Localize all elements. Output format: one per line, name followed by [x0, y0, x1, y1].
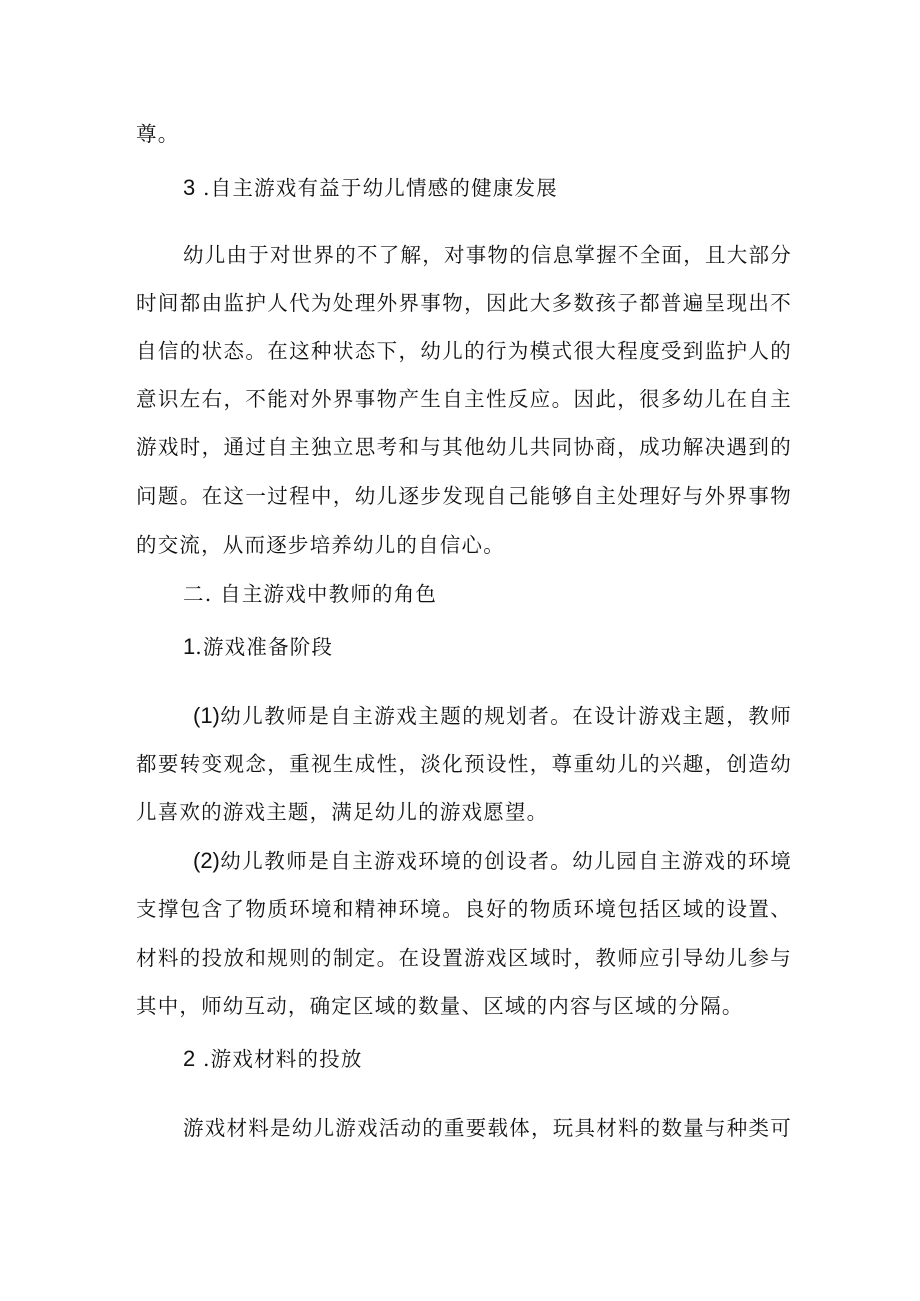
- paragraph-line: [136, 533, 505, 557]
- heading-text: .游戏材料的投放: [195, 1047, 363, 1071]
- paragraph-line: [183, 243, 792, 267]
- paragraph-text: 意识左右，不能对外界事物产生自主性反应。因此，很多幼儿在自主: [136, 387, 792, 411]
- paragraph-text: 幼儿由于对世界的不了解，对事物的信息掌握不全面，且大部分: [183, 243, 792, 267]
- paragraph-line: [136, 387, 792, 411]
- paragraph-text: 都要转变观念，重视生成性，淡化预设性，尊重幼儿的兴趣，创造幼: [136, 752, 792, 776]
- heading-number: 3: [183, 175, 196, 200]
- paragraph-line: [136, 897, 792, 921]
- paragraph-line: [193, 849, 792, 873]
- paragraph-line: [136, 752, 792, 776]
- subheading-3: [183, 176, 558, 200]
- paragraph-line: [136, 946, 792, 970]
- list-number: (1): [193, 703, 220, 728]
- paragraph-line: [136, 994, 744, 1018]
- heading-text: .游戏准备阶段: [195, 635, 334, 659]
- heading-number: 1: [183, 634, 196, 659]
- paragraph-text: 的交流，从而逐步培养幼儿的自信心。: [136, 533, 505, 557]
- paragraph-line: [183, 1116, 792, 1140]
- continuation-line: [136, 122, 179, 146]
- heading-text: .自主游戏有益于幼儿情感的健康发展: [195, 176, 558, 200]
- paragraph-line: [136, 484, 792, 508]
- paragraph-text: 其中，师幼互动，确定区域的数量、区域的内容与区域的分隔。: [136, 994, 744, 1018]
- paragraph-text: 支撑包含了物质环境和精神环境。良好的物质环境包括区域的设置、: [136, 897, 792, 921]
- paragraph-text: 尊。: [136, 122, 180, 146]
- subheading-2: [183, 1047, 363, 1071]
- paragraph-text: 自信的状态。在这种状态下，幼儿的行为模式很大程度受到监护人的: [136, 339, 792, 363]
- paragraph-line: [136, 435, 792, 459]
- heading-number: 2: [183, 1046, 196, 1071]
- paragraph-line: [136, 339, 792, 363]
- paragraph-text: 幼儿教师是自主游戏主题的规划者。在设计游戏主题，教师: [219, 704, 792, 728]
- section-title: 二. 自主游戏中教师的角色: [183, 582, 438, 606]
- paragraph-line: [136, 800, 548, 824]
- section-heading: [183, 582, 437, 606]
- paragraph-text: 游戏时，通过自主独立思考和与其他幼儿共同协商，成功解决遇到的: [136, 435, 792, 459]
- paragraph-text: 材料的投放和规则的制定。在设置游戏区域时，教师应引导幼儿参与: [136, 946, 792, 970]
- paragraph-text: 儿喜欢的游戏主题，满足幼儿的游戏愿望。: [136, 800, 549, 824]
- paragraph-text: 时间都由监护人代为处理外界事物，因此大多数孩子都普遍呈现出不: [136, 291, 792, 315]
- paragraph-line: [136, 291, 792, 315]
- subheading-1: [183, 635, 333, 659]
- paragraph-text: 问题。在这一过程中，幼儿逐步发现自己能够自主处理好与外界事物: [136, 484, 792, 508]
- list-number: (2): [193, 848, 220, 873]
- paragraph-text: 游戏材料是幼儿游戏活动的重要载体，玩具材料的数量与种类可: [183, 1116, 792, 1140]
- paragraph-line: [193, 704, 792, 728]
- paragraph-text: 幼儿教师是自主游戏环境的创设者。幼儿园自主游戏的环境: [219, 849, 792, 873]
